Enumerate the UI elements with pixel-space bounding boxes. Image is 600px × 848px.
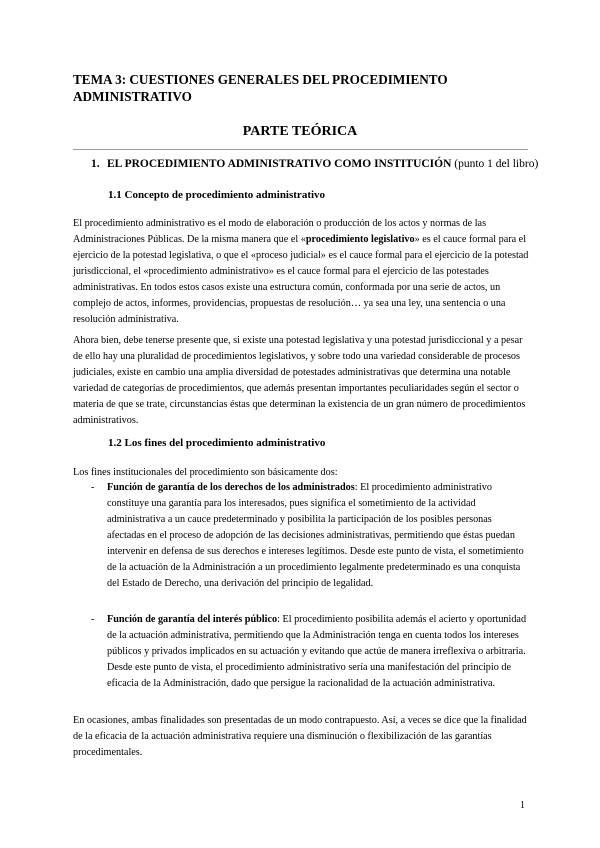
paragraph-concepto xyxy=(73,216,529,328)
document-title: TEMA 3: CUESTIONES GENERALES DEL PROCEDIMIENTO ADMINISTRATIVO xyxy=(73,72,448,104)
bullet-interes-publico-text xyxy=(107,612,529,692)
bullet-interes-publico xyxy=(91,612,529,692)
paragraph-concepto-bold: procedimiento legislativo xyxy=(305,234,415,245)
bullet-garantia-derechos xyxy=(91,480,529,592)
section-1-number: 1. xyxy=(91,158,100,170)
bullet-garantia-derechos-text xyxy=(107,480,529,592)
paragraph-finalidades: En ocasiones, ambas finalidades son presentadas de un modo contrapuesto. Así, a veces se dice que la finalidad de la eficacia de la actuación administrativa requiere una disminución o flexibilización de las garantías procedimentales. xyxy=(73,715,527,758)
bullet-dash: - xyxy=(91,482,95,493)
bullet-dash: - xyxy=(91,614,95,625)
horizontal-rule xyxy=(73,149,528,150)
bullet-garantia-derechos-bold: Función de garantía de los derechos de los administrados xyxy=(107,482,355,493)
paragraph-fines-intro: Los fines institucionales del procedimiento son básicamente dos: xyxy=(73,467,338,478)
paragraph-concepto-part-a: El procedimiento administrativo es el modo de elaboración o producción de los actos y normas de las Administraciones Públicas. De la misma manera que el « xyxy=(73,218,487,245)
paragraph-pluralidad: Ahora bien, debe tenerse presente que, si existe una potestad legislativa y una potestad jurisdiccional y a pesar de ello hay una pluralidad de procedimientos legislativos, y sobre todo una variedad considerable de procesos judiciales, existe en cambio una amplia diversidad de potestades administrativas que determina una notable variedad de categorías de procedimientos, que además presentan importantes peculiaridades según el sector o materia de que se trate, circunstancias éstas que determinan la existencia de un gran número de procedimientos administrativos. xyxy=(73,335,526,426)
page-number: 1 xyxy=(520,800,525,811)
bullet-garantia-derechos-body: : El procedimiento administrativo constituye una garantía para los interesados, pues significa el sometimiento de la actividad administrativa a un cauce predeterminado y posibilita la participación de los posibles personas afectadas en el proceso de adopción de las decisiones administrativas, permitiendo que éstas puedan intervenir en defensa de sus derechos e intereses legítimos. Desde este punto de vista, el sometimiento de la actuación de la Administración a un procedimiento legalmente predeterminado es una conquista del Estado de Derecho, una derivación del principio de legalidad. xyxy=(107,482,524,589)
section-1-note: (punto 1 del libro) xyxy=(451,158,539,170)
section-1-title: EL PROCEDIMIENTO ADMINISTRATIVO COMO INSTITUCIÓN xyxy=(107,158,452,170)
section-heading-parte-teorica: PARTE TEÓRICA xyxy=(242,124,358,139)
paragraph-concepto-part-b: » es el cauce formal para el ejercicio de la potestad legislativa, o que el «proceso judicial» es el cauce formal para el ejercicio de la potestad jurisdiccional, el «procedimiento administrativo» es el cauce formal para el ejercicio de las potestades administrativas. En todos estos casos existe una estructura común, conformada por una serie de actos, un complejo de actos, informes, providencias, propuestas de resolución… ya sea una ley, una sentencia o una resolución administrativa. xyxy=(73,234,529,325)
bullet-interes-publico-body: : El procedimiento posibilita además el acierto y oportunidad de la actuación administrativa, permitiendo que la Administración tenga en cuenta todos los intereses públicos y privados implicados en su actuación y evitando que actúe de manera irreflexiva o arbitraria. Desde este punto de vista, el procedimiento administrativo sería una manifestación del principio de eficacia de la Administración, dado que persigue la racionalidad de la actuación administrativa. xyxy=(107,614,527,689)
subsection-1-1-heading: 1.1 Concepto de procedimiento administrativo xyxy=(108,189,326,201)
subsection-1-2-heading: 1.2 Los fines del procedimiento administrativo xyxy=(108,437,326,449)
bullet-interes-publico-bold: Función de garantía del interés público xyxy=(107,614,278,625)
section-1-heading xyxy=(91,158,541,170)
